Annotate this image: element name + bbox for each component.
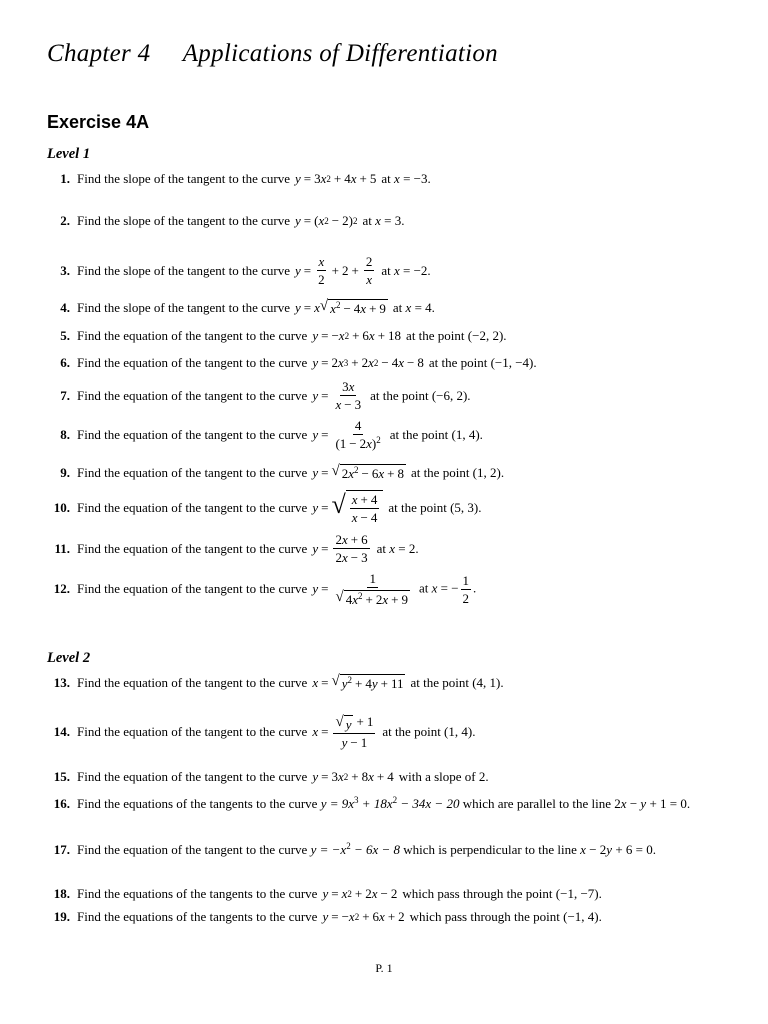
- question-condition: which pass through the point (−1, 4).: [409, 909, 602, 924]
- question-number: 8.: [60, 426, 70, 442]
- question-number: 4.: [60, 299, 70, 315]
- question-condition: at x = 4.: [392, 299, 435, 315]
- question-condition: at the point (−2, 2).: [406, 328, 507, 343]
- question-text: Find the equation of the tangent to the curve: [77, 540, 308, 556]
- question-expression: y = ( x 2 − 2) 2: [295, 213, 358, 228]
- question-text: Find the slope of the tangent to the curve: [77, 213, 291, 228]
- question-16: [40, 792, 722, 815]
- question-text: Find the equation of the tangent to the curve: [77, 464, 308, 480]
- question-expression: y = − x 2 + 6 x + 2: [322, 909, 405, 924]
- question-number: 6.: [60, 355, 70, 370]
- question-number: 19.: [53, 909, 70, 924]
- question-condition: at the point (−1, −4).: [428, 355, 537, 370]
- question-number: 18.: [53, 886, 70, 901]
- question-text: Find the equation of the tangent to the curve: [77, 724, 308, 739]
- question-text: Find the equation of the tangent to the curve: [77, 387, 308, 403]
- question-expression: y = x √ $x^2 - 4x + 9$: [295, 298, 386, 316]
- question-text: Find the slope of the tangent to the curve: [77, 262, 291, 278]
- question-expression: y = √ $2x^2 - 6x + 8$: [312, 463, 404, 481]
- question-number: 13.: [53, 674, 70, 690]
- question-number: 11.: [54, 540, 70, 556]
- question-condition: at the point (1, 2).: [410, 464, 505, 480]
- question-condition: at x = − $\frac{1}{2}$ .: [418, 572, 477, 606]
- question-condition: with a slope of 2.: [398, 769, 489, 784]
- question-text: Find the slope of the tangent to the curve: [77, 299, 291, 315]
- question-text: Find the equation of the tangent to the curve: [77, 355, 308, 370]
- question-10: [40, 490, 722, 525]
- question-11: [40, 532, 722, 565]
- question-19: [40, 909, 722, 925]
- question-9: [40, 464, 722, 481]
- question-expression: x = √ $y^2 + 4y + 11$: [312, 673, 404, 691]
- question-text: Find the equation of the tangent to the curve: [77, 674, 308, 690]
- question-condition: at x = 3.: [362, 213, 405, 228]
- question-condition: at the point (−6, 2).: [370, 387, 471, 403]
- question-body: Find the equations of the tangents to the curve $y = 9x^3 + 18x^2 - 34x - 20$ which are parallel to the line 2x − y + 1 = 0.: [77, 795, 691, 811]
- question-17: [40, 838, 722, 861]
- question-number: 12.: [53, 581, 70, 596]
- question-text: Find the equation of the tangent to the curve: [77, 328, 308, 343]
- question-6: [40, 355, 722, 371]
- chapter-title: Chapter 4 Applications of Differentiation: [47, 40, 498, 67]
- question-body: Find the equation of the tangent to the curve $y = -x^2 - 6x - 8$ which is perpendicular to the line x − 2y + 6 = 0.: [77, 841, 656, 857]
- question-condition: at the point (4, 1).: [410, 674, 504, 690]
- question-text: Find the equation of the tangent to the curve: [77, 581, 308, 596]
- question-text: Find the equation of the tangent to the curve: [77, 426, 308, 442]
- question-8: [40, 418, 722, 451]
- question-4: [40, 299, 722, 316]
- question-text: Find the equations of the tangents to the curve: [77, 909, 318, 924]
- question-number: 17.: [53, 842, 70, 857]
- question-text: Find the slope of the tangent to the curve: [77, 171, 291, 186]
- question-expression: y = $\frac{3x}{x - 3}$: [312, 379, 362, 412]
- question-number: 15.: [53, 769, 70, 784]
- question-number: 3.: [60, 262, 70, 278]
- question-expression: y = $\frac{4}{(1 - 2x)^2}$: [312, 418, 381, 451]
- question-number: 16.: [53, 796, 70, 811]
- question-18: [40, 886, 722, 902]
- question-expression: y = 2 x 3 + 2 x 2 − 4 x − 8: [312, 355, 424, 370]
- question-expression: y = 3 x 2 + 4 x + 5: [295, 171, 377, 186]
- page-number: P. 1: [375, 961, 393, 975]
- question-text: Find the equation of the tangent to the curve: [77, 842, 308, 857]
- question-expression: y = − x 2 + 6 x + 18: [312, 328, 402, 343]
- question-text: Find the equation of the tangent to the curve: [77, 499, 308, 515]
- question-text: Find the equations of the tangents to the curve: [77, 886, 318, 901]
- question-13: [40, 674, 722, 691]
- question-expression: y = x 2 + 2 x − 2: [322, 886, 398, 901]
- question-number: 7.: [60, 387, 70, 403]
- question-expression: y = √ $\frac{x + 4}{x - 4}$: [312, 490, 383, 525]
- level-heading-2: Level 2: [47, 650, 91, 666]
- question-number: 10.: [53, 499, 70, 515]
- question-condition: at x = −3.: [381, 171, 431, 186]
- question-3: [40, 254, 722, 287]
- question-7: [40, 379, 722, 412]
- question-5: [40, 328, 722, 344]
- question-12: [40, 571, 722, 607]
- question-14: [40, 714, 722, 750]
- question-expression: y = $\frac{2x + 6}{2x - 3}$: [312, 532, 368, 565]
- question-condition: which pass through the point (−1, −7).: [402, 886, 602, 901]
- question-number: 9.: [60, 464, 70, 480]
- question-text: Find the equation of the tangent to the curve: [77, 769, 308, 784]
- question-expression: $y = 9x^3 + 18x^2 - 34x - 20$: [320, 795, 460, 811]
- question-expression: y = $\frac{x}{2}$ + 2 + $\frac{2}{x}$: [295, 254, 373, 287]
- level-heading-1: Level 1: [47, 146, 91, 162]
- question-2: [40, 213, 722, 229]
- question-condition: at x = 2.: [376, 540, 419, 556]
- question-condition: at the point (1, 4).: [382, 724, 476, 739]
- question-number: 14.: [53, 724, 70, 739]
- question-expression: $y = -x^2 - 6x - 8$: [310, 841, 401, 857]
- exercise-title: Exercise 4A: [47, 112, 150, 132]
- question-15: [40, 769, 722, 785]
- question-condition: at the point (1, 4).: [389, 426, 483, 442]
- question-text: Find the equations of the tangents to the curve: [77, 796, 318, 811]
- question-condition: at x = −2.: [381, 262, 431, 278]
- question-1: [40, 171, 722, 187]
- question-condition: at the point (5, 3).: [388, 499, 482, 515]
- question-expression: y = 3 x 2 + 8 x + 4: [312, 769, 394, 784]
- question-number: 2.: [60, 213, 70, 228]
- question-number: 5.: [60, 328, 70, 343]
- question-expression: y = 1 √ $4x^2 + 2x + 9$: [312, 571, 408, 607]
- question-expression: x = √ y + 1 y − 1: [312, 714, 374, 750]
- question-number: 1.: [60, 171, 70, 186]
